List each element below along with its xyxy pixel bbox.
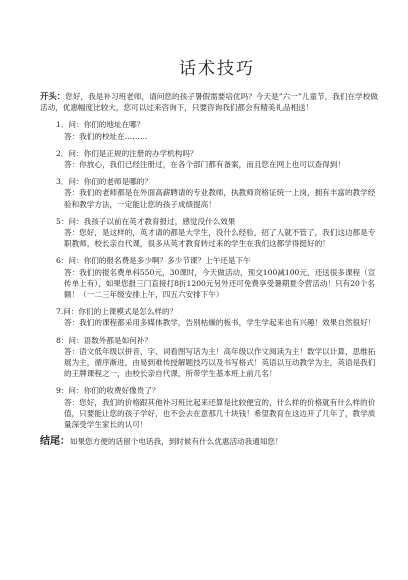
question: 2．问：你们是正规的注册的办学机构吗？	[56, 148, 198, 158]
question: 1．问：你们的地址在哪？	[56, 120, 145, 130]
question: 5：问：我孩子以前在英才教育报过，感觉没什么效果	[56, 216, 236, 226]
answer: 答：我们的老师都是在外面高薪聘请的专业教师，执教师资格证统一上岗，拥有丰富的教学经验和教学方法，一定能让您的孩子成绩提高！	[64, 188, 376, 209]
answer: 答：你放心，我们已经注册过，在各个部门都有备案，而且您在网上也可以查得到！	[64, 160, 345, 170]
answer: 答：我们的课程都采用多媒体教学，告别枯燥的板书，学生学起来也有兴趣！效果自然很好！	[64, 318, 376, 328]
question: 8：问：语数外都是如何补？	[56, 335, 152, 345]
qa-item-3	[56, 176, 378, 210]
answer: 答：语文低年级以拼音、字、词看图写话为主！高年级以作文阅读为主！数学以计算，思维拓展为主，循序渐进，由易到难传授解题技巧以及书写格式！英语以互动教学为主，英语是我们的王牌课程之一，由校长亲自代课，所带学生基本班上前几名！	[64, 346, 376, 379]
document-title: 话术技巧	[179, 59, 255, 79]
answer: 答：我们的报名费单科550元，30课时，今天做活动，预交100减100元，还送很多课程（宣传单上有），如果您报三门直接打8折1200元另外还可免费享受暑期夏令营活动！只有20个名额！（一二三年级安排上午，四五六安排下午）	[64, 267, 376, 300]
qa-item-1	[56, 119, 378, 141]
qa-item-2	[56, 148, 378, 170]
opening-label: 开头：	[40, 91, 66, 101]
answer: 答：您好，是这样的，英才请的都是大学生，没什么经验，招了人就不管了，我们这边都是专职教师，校长亲自代课，很多从英才教育转过来的学生在我们这都学得挺好的！	[64, 228, 376, 249]
question: 3．问：你们的老师是哪的？	[56, 177, 152, 187]
question: 7.问：你们的上课模式是怎么样的？	[56, 307, 178, 317]
qa-item-7	[56, 306, 378, 328]
answer: 答：我们的校址在………	[64, 131, 148, 141]
qa-item-5	[56, 216, 378, 250]
closing-paragraph	[40, 436, 378, 447]
closing-label: 结尾：	[40, 436, 70, 448]
question: 9：问：你们的收费好像贵了？	[56, 386, 160, 396]
opening-text: 您好，我是补习班老师，请问您的孩子暑假需要培优吗？今天是”六一”儿童节，我们在学校做活动，优惠幅度比较大，您可以过来咨询下，只要咨询我们都会有精美礼品相送！	[40, 92, 378, 113]
closing-text: 如果您方便的话留个电话我，到时候有什么优惠活动我通知您！	[70, 437, 283, 447]
question: 6：问：你们的报名费是多少啊？多少节课？上午还是下午	[56, 256, 251, 266]
qa-item-6	[56, 255, 378, 300]
qa-item-9	[56, 385, 378, 430]
answer: 答：您好，我们的价格跟其他补习班比起来还算是比较便宜的，什么样的价格就有什么样的价值，只要能让您的孩子学好，也不会去在意那几十块钱！希望教育在这边开了几年了，教学质量深受学生家长的认可！	[64, 397, 376, 430]
qa-item-8	[56, 335, 378, 380]
opening-paragraph	[40, 91, 378, 113]
